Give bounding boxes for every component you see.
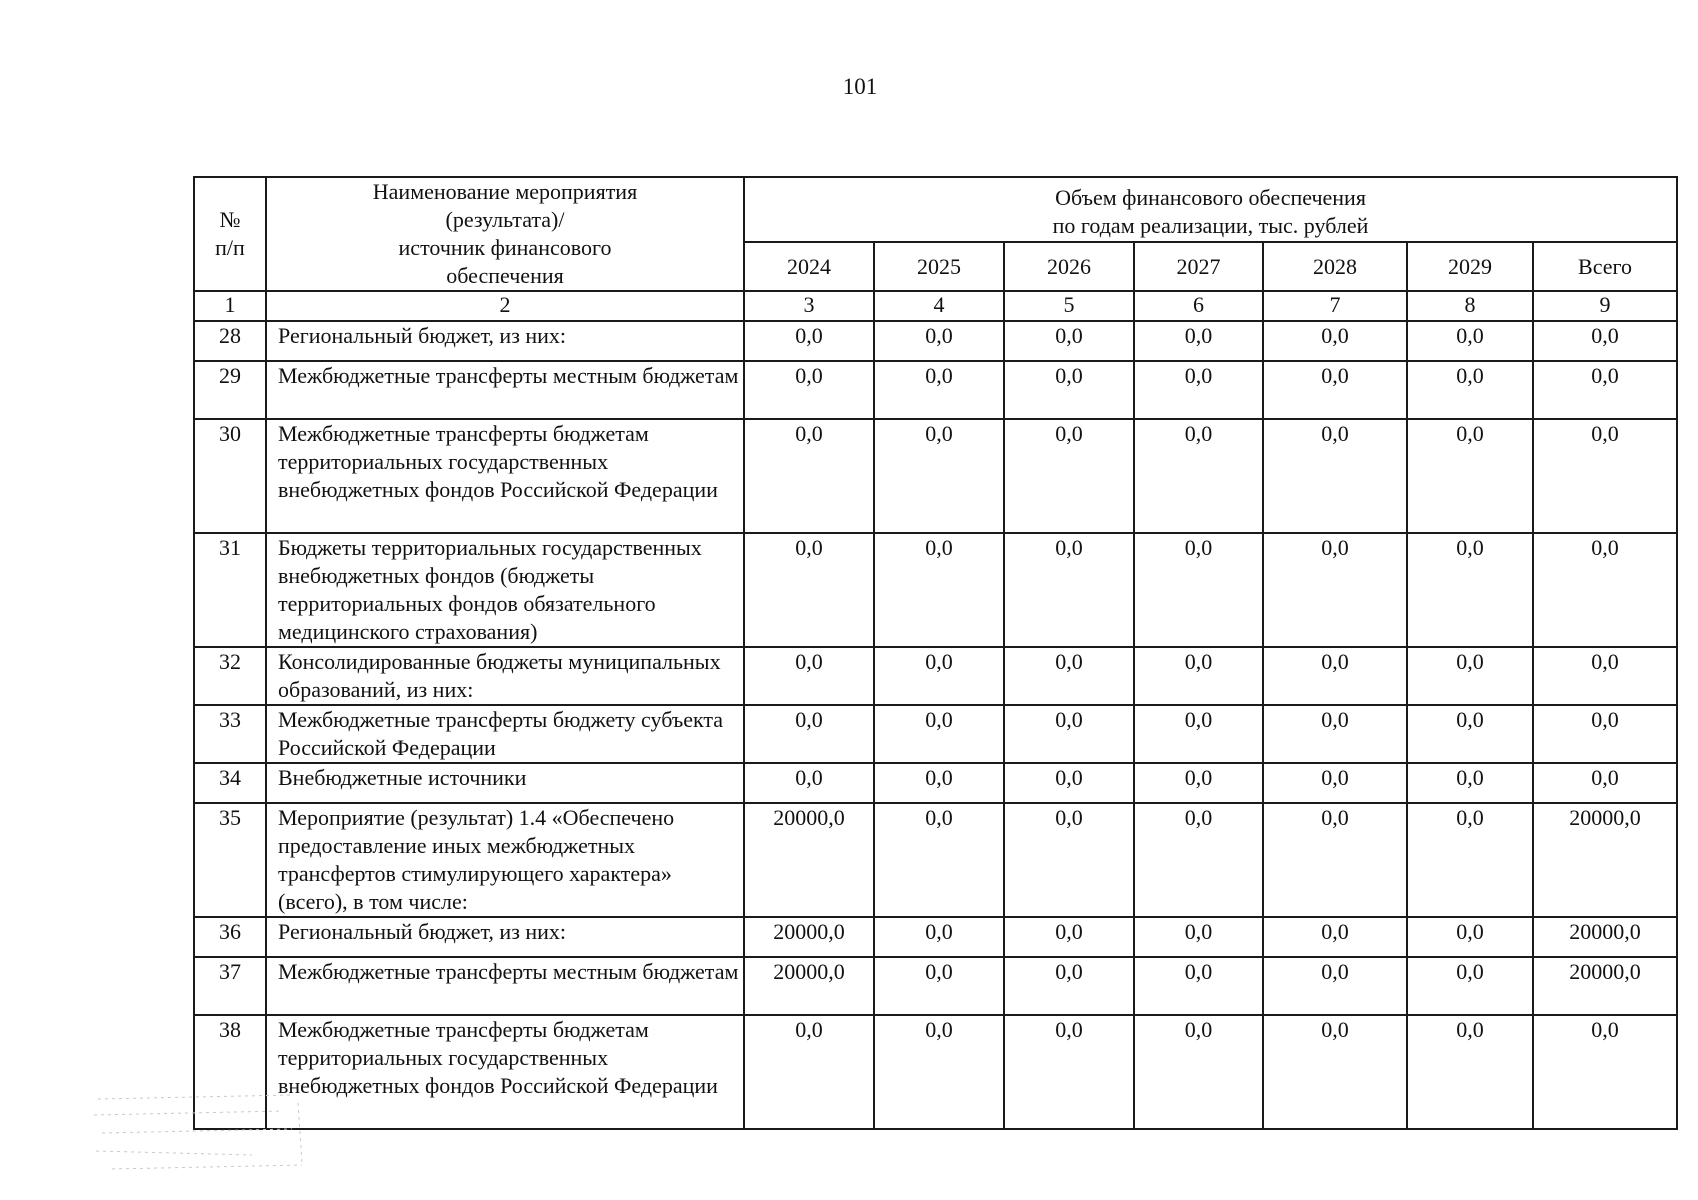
row-year-value: 0,0 <box>1134 705 1263 763</box>
column-number: 8 <box>1407 291 1533 321</box>
row-year-value: 0,0 <box>1004 705 1134 763</box>
row-year-value: 0,0 <box>874 419 1004 533</box>
row-year-value: 0,0 <box>1263 533 1407 647</box>
row-year-value: 0,0 <box>874 321 1004 361</box>
row-year-value: 0,0 <box>1134 419 1263 533</box>
row-year-value: 0,0 <box>1134 1015 1263 1129</box>
row-year-value: 0,0 <box>744 533 874 647</box>
row-name: Межбюджетные трансферты бюджету субъекта Российской Федерации <box>266 705 744 763</box>
row-year-value: 0,0 <box>1407 917 1533 957</box>
row-year-value: 0,0 <box>1263 647 1407 705</box>
row-year-value: 0,0 <box>1004 321 1134 361</box>
row-number: 31 <box>194 533 266 647</box>
table-row <box>194 321 1677 361</box>
row-year-value: 0,0 <box>1407 321 1533 361</box>
row-year-value: 0,0 <box>1263 803 1407 917</box>
row-year-value: 0,0 <box>1004 803 1134 917</box>
table-row <box>194 1015 1677 1129</box>
row-name: Межбюджетные трансферты местным бюджетам <box>266 361 744 419</box>
row-year-value: 0,0 <box>1263 917 1407 957</box>
page-number: 101 <box>842 74 878 99</box>
row-year-value: 0,0 <box>744 419 874 533</box>
row-year-value: 0,0 <box>1263 321 1407 361</box>
row-year-value: 0,0 <box>1004 763 1134 803</box>
row-number: 34 <box>194 763 266 803</box>
row-number: 30 <box>194 419 266 533</box>
row-name: Региональный бюджет, из них: <box>266 321 744 361</box>
row-number: 32 <box>194 647 266 705</box>
header-year-2027: 2027 <box>1134 242 1263 291</box>
row-year-value: 0,0 <box>1263 361 1407 419</box>
row-year-value: 0,0 <box>874 361 1004 419</box>
table-header <box>194 177 1677 321</box>
column-number: 7 <box>1263 291 1407 321</box>
faded-stamp-icon <box>92 1093 307 1173</box>
row-total-value: 0,0 <box>1533 361 1677 419</box>
row-year-value: 0,0 <box>1004 1015 1134 1129</box>
row-total-value: 0,0 <box>1533 1015 1677 1129</box>
header-total: Всего <box>1533 242 1677 291</box>
row-year-value: 0,0 <box>1263 705 1407 763</box>
row-year-value: 0,0 <box>744 1015 874 1129</box>
row-year-value: 0,0 <box>744 705 874 763</box>
row-year-value: 0,0 <box>1134 361 1263 419</box>
column-number: 4 <box>874 291 1004 321</box>
row-year-value: 0,0 <box>874 803 1004 917</box>
row-year-value: 20000,0 <box>744 957 874 1015</box>
row-year-value: 0,0 <box>744 647 874 705</box>
row-year-value: 0,0 <box>1263 419 1407 533</box>
row-total-value: 0,0 <box>1533 705 1677 763</box>
row-year-value: 0,0 <box>1407 419 1533 533</box>
row-year-value: 0,0 <box>1407 361 1533 419</box>
row-year-value: 0,0 <box>874 957 1004 1015</box>
header-year-2025: 2025 <box>874 242 1004 291</box>
column-number: 9 <box>1533 291 1677 321</box>
table-row <box>194 957 1677 1015</box>
row-total-value: 0,0 <box>1533 321 1677 361</box>
row-year-value: 0,0 <box>874 763 1004 803</box>
row-year-value: 0,0 <box>874 533 1004 647</box>
row-year-value: 0,0 <box>1407 647 1533 705</box>
row-year-value: 0,0 <box>1263 957 1407 1015</box>
row-year-value: 0,0 <box>1134 803 1263 917</box>
row-number: 33 <box>194 705 266 763</box>
table-row <box>194 533 1677 647</box>
column-number-row <box>194 291 1677 321</box>
row-year-value: 0,0 <box>1134 321 1263 361</box>
row-year-value: 0,0 <box>1134 533 1263 647</box>
row-total-value: 0,0 <box>1533 419 1677 533</box>
row-year-value: 0,0 <box>1407 533 1533 647</box>
row-total-value: 0,0 <box>1533 647 1677 705</box>
row-number: 38 <box>194 1015 266 1129</box>
table-row <box>194 705 1677 763</box>
table-row <box>194 647 1677 705</box>
table-row <box>194 419 1677 533</box>
row-number: 37 <box>194 957 266 1015</box>
row-year-value: 0,0 <box>1004 533 1134 647</box>
header-name-cell <box>266 177 744 291</box>
row-year-value: 0,0 <box>874 705 1004 763</box>
row-year-value: 0,0 <box>1004 419 1134 533</box>
table-row <box>194 763 1677 803</box>
row-name: Внебюджетные источники <box>266 763 744 803</box>
row-year-value: 0,0 <box>1263 1015 1407 1129</box>
row-year-value: 0,0 <box>1263 763 1407 803</box>
row-year-value: 0,0 <box>1407 763 1533 803</box>
column-number: 1 <box>194 291 266 321</box>
table-row <box>194 361 1677 419</box>
column-number: 2 <box>266 291 744 321</box>
row-name: Межбюджетные трансферты бюджетам территориальных государственных внебюджетных фондов Российской Федерации <box>266 1015 744 1129</box>
row-year-value: 0,0 <box>1134 763 1263 803</box>
row-number: 36 <box>194 917 266 957</box>
table-body <box>194 321 1677 1129</box>
header-number-label: № п/п <box>215 207 245 260</box>
row-name: Межбюджетные трансферты бюджетам территориальных государственных внебюджетных фондов Российской Федерации <box>266 419 744 533</box>
row-total-value: 0,0 <box>1533 533 1677 647</box>
row-year-value: 0,0 <box>744 361 874 419</box>
row-year-value: 20000,0 <box>744 917 874 957</box>
row-total-value: 20000,0 <box>1533 957 1677 1015</box>
header-year-2028: 2028 <box>1263 242 1407 291</box>
table-row <box>194 917 1677 957</box>
row-year-value: 0,0 <box>1134 957 1263 1015</box>
row-total-value: 20000,0 <box>1533 803 1677 917</box>
row-year-value: 0,0 <box>744 321 874 361</box>
row-year-value: 20000,0 <box>744 803 874 917</box>
row-year-value: 0,0 <box>1134 647 1263 705</box>
row-year-value: 0,0 <box>874 647 1004 705</box>
row-number: 35 <box>194 803 266 917</box>
table-row <box>194 803 1677 917</box>
row-year-value: 0,0 <box>1004 957 1134 1015</box>
row-name: Региональный бюджет, из них: <box>266 917 744 957</box>
header-year-2026: 2026 <box>1004 242 1134 291</box>
row-name: Мероприятие (результат) 1.4 «Обеспечено предоставление иных межбюджетных трансфертов стимулирующего характера» (всего), в том числе: <box>266 803 744 917</box>
row-year-value: 0,0 <box>744 763 874 803</box>
column-number: 6 <box>1134 291 1263 321</box>
row-name: Межбюджетные трансферты местным бюджетам <box>266 957 744 1015</box>
row-year-value: 0,0 <box>1004 917 1134 957</box>
column-number: 5 <box>1004 291 1134 321</box>
row-name: Бюджеты территориальных государственных внебюджетных фондов (бюджеты территориальных фондов обязательного медицинского страхования) <box>266 533 744 647</box>
financing-table <box>193 176 1678 1130</box>
row-year-value: 0,0 <box>1004 361 1134 419</box>
row-year-value: 0,0 <box>1407 705 1533 763</box>
row-year-value: 0,0 <box>874 1015 1004 1129</box>
row-number: 28 <box>194 321 266 361</box>
header-number-cell <box>194 177 266 291</box>
header-year-2024: 2024 <box>744 242 874 291</box>
row-year-value: 0,0 <box>1407 1015 1533 1129</box>
header-year-2029: 2029 <box>1407 242 1533 291</box>
row-total-value: 20000,0 <box>1533 917 1677 957</box>
row-year-value: 0,0 <box>1407 957 1533 1015</box>
row-year-value: 0,0 <box>1004 647 1134 705</box>
row-total-value: 0,0 <box>1533 763 1677 803</box>
row-year-value: 0,0 <box>874 917 1004 957</box>
row-year-value: 0,0 <box>1134 917 1263 957</box>
column-number: 3 <box>744 291 874 321</box>
row-name: Консолидированные бюджеты муниципальных образований, из них: <box>266 647 744 705</box>
row-number: 29 <box>194 361 266 419</box>
header-group-cell <box>744 177 1677 242</box>
header-group-label: Объем финансового обеспечения по годам реализации, тыс. рублей <box>1052 185 1369 238</box>
header-name-label: Наименование мероприятия (результата)/ источник финансового обеспечения <box>372 179 638 288</box>
row-year-value: 0,0 <box>1407 803 1533 917</box>
